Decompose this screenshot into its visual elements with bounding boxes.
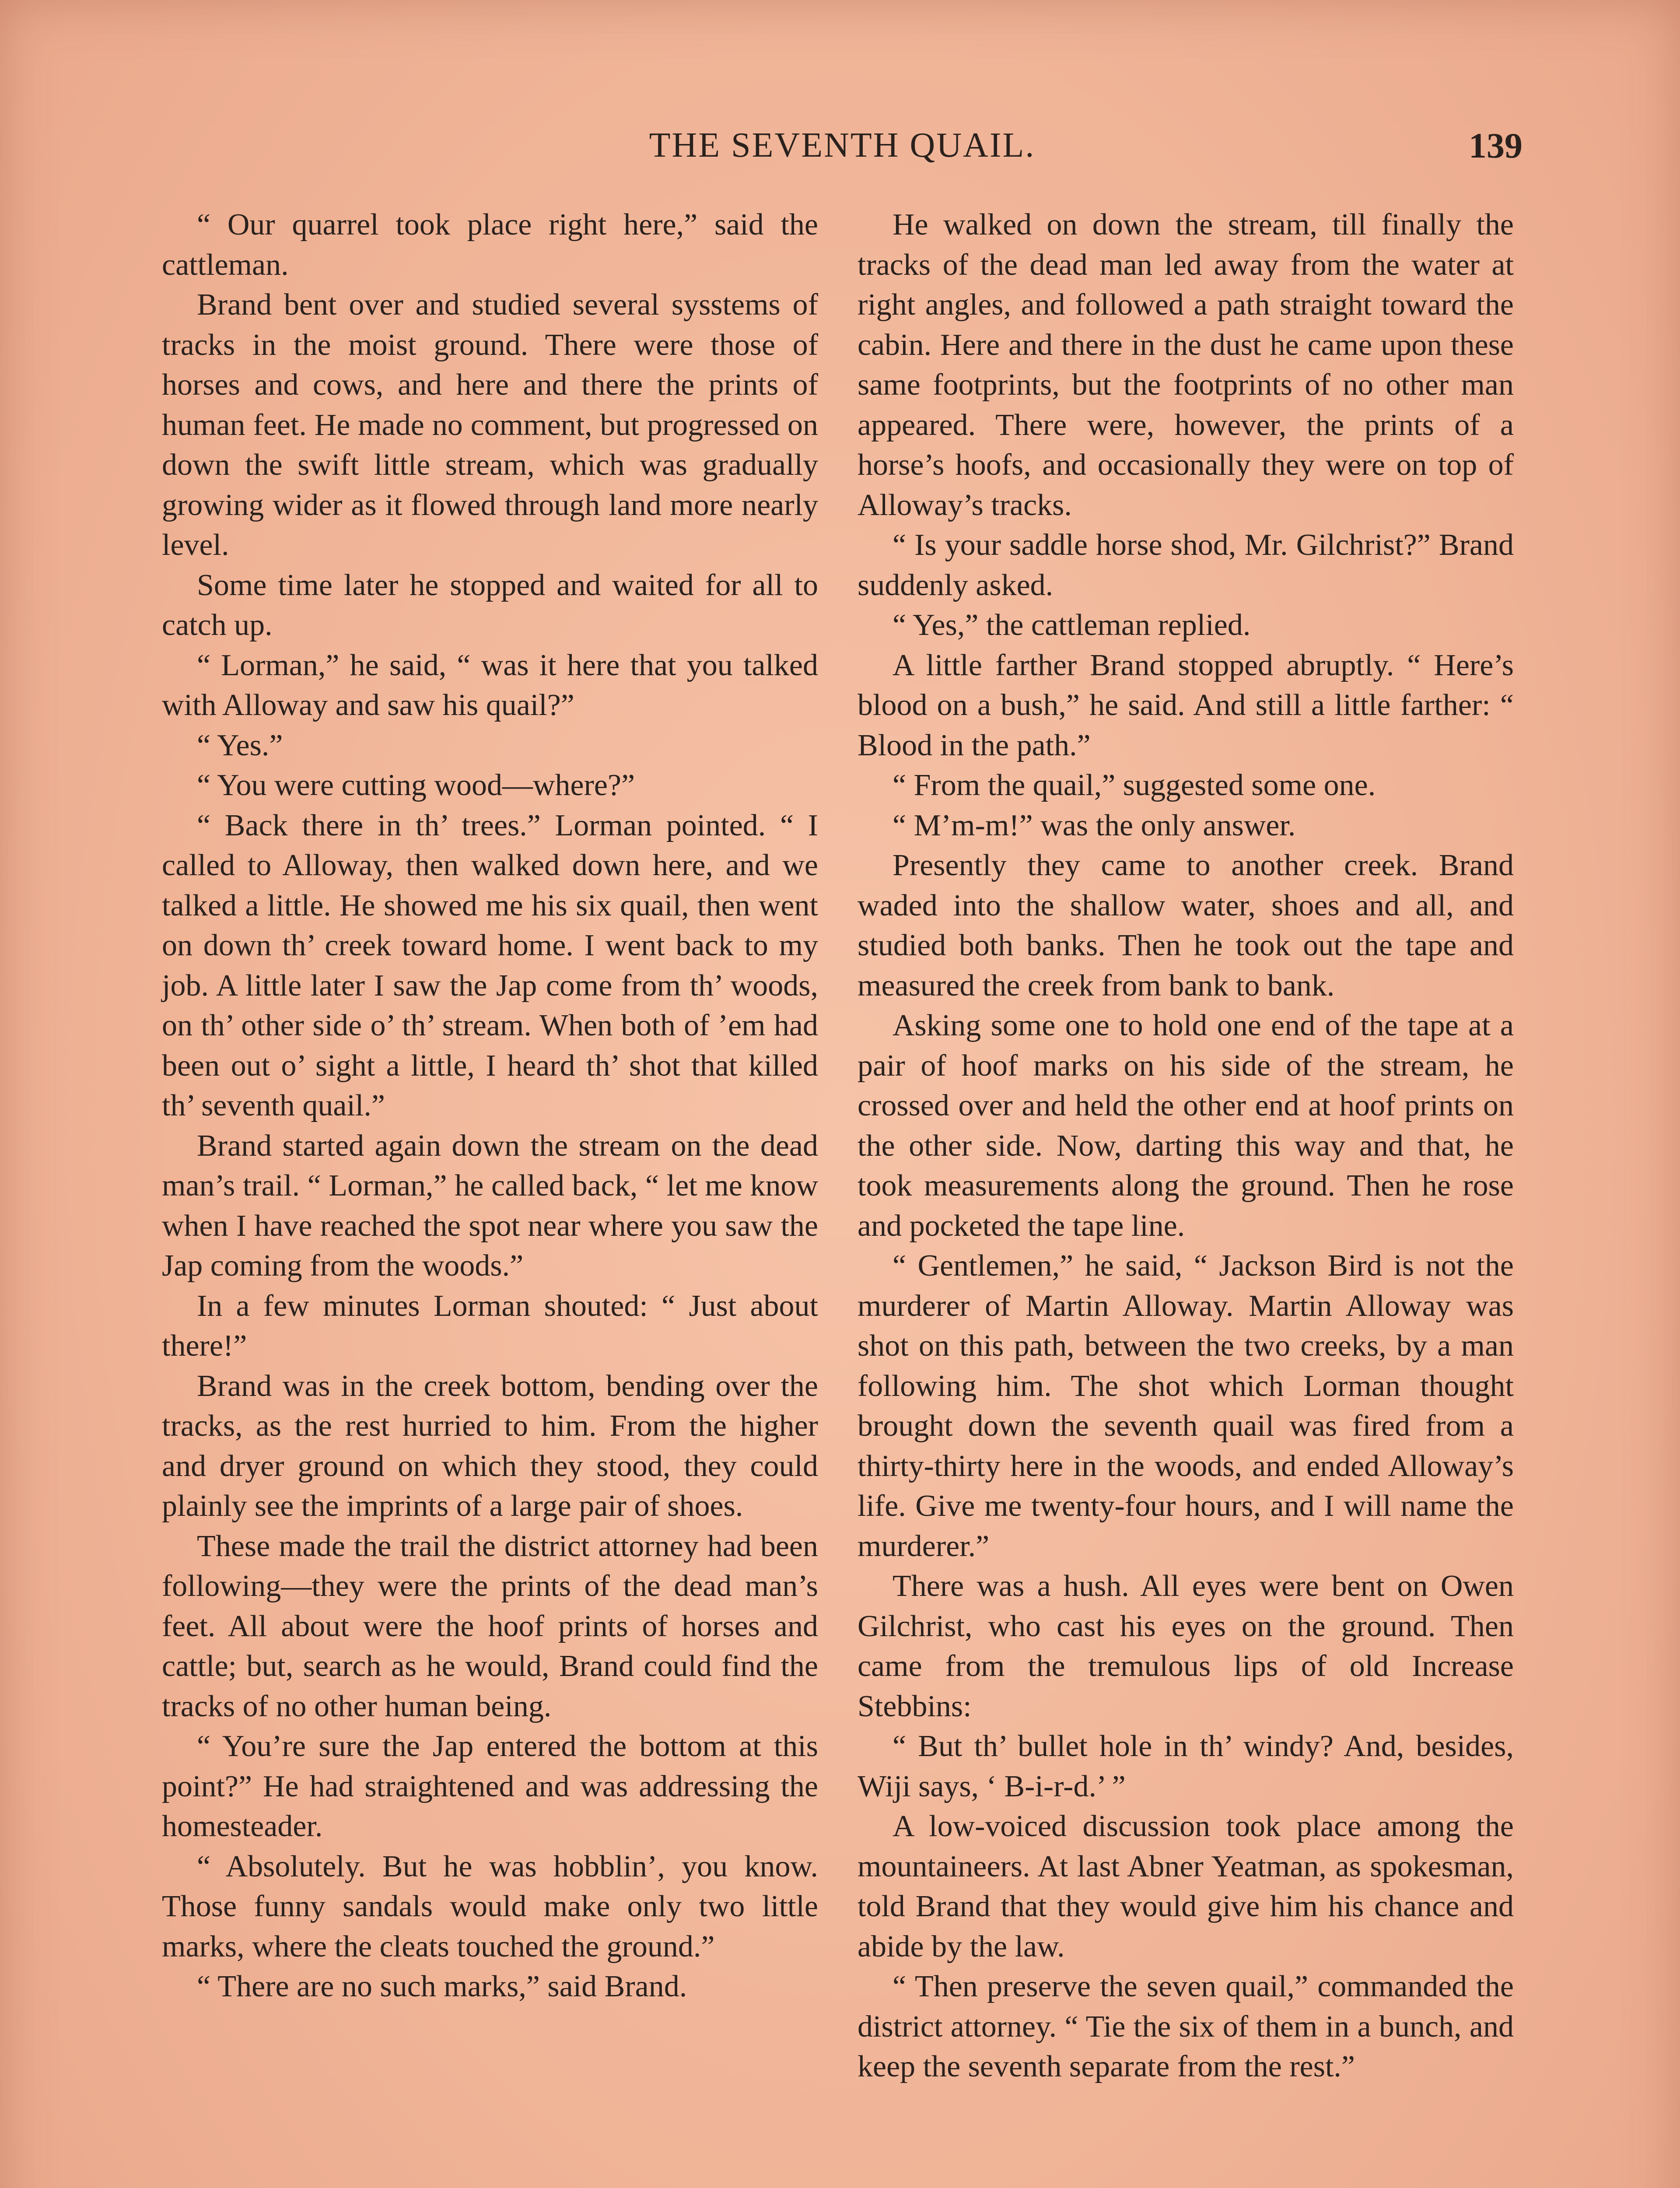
paragraph: “ Is your saddle horse shod, Mr. Gilchrist?” Brand suddenly asked. bbox=[858, 528, 1514, 602]
paragraph: These made the trail the district attorney had been following—they were the prints of the dead man’s feet. All about were the hoof prints of horses and cattle; but, search as he would, Brand could find the tracks of no other human being. bbox=[162, 1529, 818, 1723]
paragraph: “ Then preserve the seven quail,” commanded the district attorney. “ Tie the six of them in a bunch, and keep the seventh separate from the rest.” bbox=[858, 1970, 1514, 2083]
paragraph: Brand bent over and studied several sysstems of tracks in the moist ground. There were those of horses and cows, and here and there the prints of human feet. He made no comment, but progressed on down the swift little stream, which was gradually growing wider as it flowed through land more nearly level. bbox=[162, 288, 818, 562]
paragraph: “ But th’ bullet hole in th’ windy? And, besides, Wiji says, ‘ B-i-r-d.’ ” bbox=[858, 1729, 1514, 1803]
left-column bbox=[162, 205, 818, 2007]
paragraph: Presently they came to another creek. Brand waded into the shallow water, shoes and all, and studied both banks. Then he took out the tape and measured the creek from bank to bank. bbox=[858, 849, 1514, 1003]
paragraph: A low-voiced discussion took place among the mountaineers. At last Abner Yeatman, as spokesman, told Brand that they would give him his chance and abide by the law. bbox=[858, 1809, 1514, 1964]
paragraph: A little farther Brand stopped abruptly. “ Here’s blood on a bush,” he said. And still a little farther: “ Blood in the path.” bbox=[858, 648, 1514, 762]
page-header bbox=[162, 128, 1522, 176]
paragraph: “ Yes,” the cattleman replied. bbox=[892, 608, 1251, 642]
paragraph: “ You were cutting wood—where?” bbox=[197, 768, 635, 802]
paragraph: “ Absolutely. But he was hobblin’, you know. Those funny sandals would make only two little marks, where the cleats touched the ground.” bbox=[162, 1849, 818, 1964]
paragraph: He walked on down the stream, till finally the tracks of the dead man led away from the water at right angles, and followed a path straight toward the cabin. Here and there in the dust he came upon these same footprints, but the footprints of no other man appeared. There were, however, the prints of a horse’s hoofs, and occasionally they were on top of Alloway’s tracks. bbox=[858, 208, 1514, 522]
paragraph: Brand started again down the stream on the dead man’s trail. “ Lorman,” he called back, “ let me know when I have reached the spot near where you saw the Jap coming from the woods.” bbox=[162, 1129, 818, 1283]
paragraph: “ Lorman,” he said, “ was it here that you talked with Alloway and saw his quail?” bbox=[162, 648, 818, 722]
paragraph: “ There are no such marks,” said Brand. bbox=[197, 1970, 687, 2003]
paragraph: “ Our quarrel took place right here,” said the cattleman. bbox=[162, 208, 818, 282]
paragraph: “ From the quail,” suggested some one. bbox=[892, 768, 1376, 802]
running-title: THE SEVENTH QUAIL. bbox=[649, 126, 1036, 165]
paragraph: “ Yes.” bbox=[197, 728, 283, 762]
paragraph: “ Gentlemen,” he said, “ Jackson Bird is not the murderer of Martin Alloway. Martin Alloway was shot on this path, between the two creeks, by a man following him. The shot which Lorman thought brought down the seventh quail was fired from a thirty-thirty here in the woods, and ended Alloway’s life. Give me twenty-four hours, and I will name the murderer.” bbox=[858, 1249, 1514, 1563]
right-column bbox=[858, 205, 1514, 2087]
paragraph: Asking some one to hold one end of the tape at a pair of hoof marks on his side of the stream, he crossed over and held the other end at hoof prints on the other side. Now, darting this way and that, he took measurements along the ground. Then he rose and pocketed the tape line. bbox=[858, 1009, 1514, 1243]
paragraph: Brand was in the creek bottom, bending over the tracks, as the rest hurried to him. From the higher and dryer ground on which they stood, they could plainly see the imprints of a large pair of shoes. bbox=[162, 1369, 818, 1523]
page-number: 139 bbox=[1469, 126, 1522, 165]
paragraph: There was a hush. All eyes were bent on Owen Gilchrist, who cast his eyes on the ground. Then came from the tremulous lips of old Increase Stebbins: bbox=[858, 1569, 1514, 1723]
paragraph: “ Back there in th’ trees.” Lorman pointed. “ I called to Alloway, then walked down here, and we talked a little. He showed me his six quail, then went on down th’ creek toward home. I went back to my job. A little later I saw the Jap come from th’ woods, on th’ other side o’ th’ stream. When both of ’em had been out o’ sight a little, I heard th’ shot that killed th’ seventh quail.” bbox=[162, 808, 818, 1122]
paragraph: “ You’re sure the Jap entered the bottom at this point?” He had straightened and was addressing the homesteader. bbox=[162, 1729, 818, 1843]
paragraph: In a few minutes Lorman shouted: “ Just about there!” bbox=[162, 1289, 818, 1363]
paragraph: Some time later he stopped and waited for all to catch up. bbox=[162, 568, 818, 642]
paragraph: “ M’m-m!” was the only answer. bbox=[892, 808, 1296, 842]
